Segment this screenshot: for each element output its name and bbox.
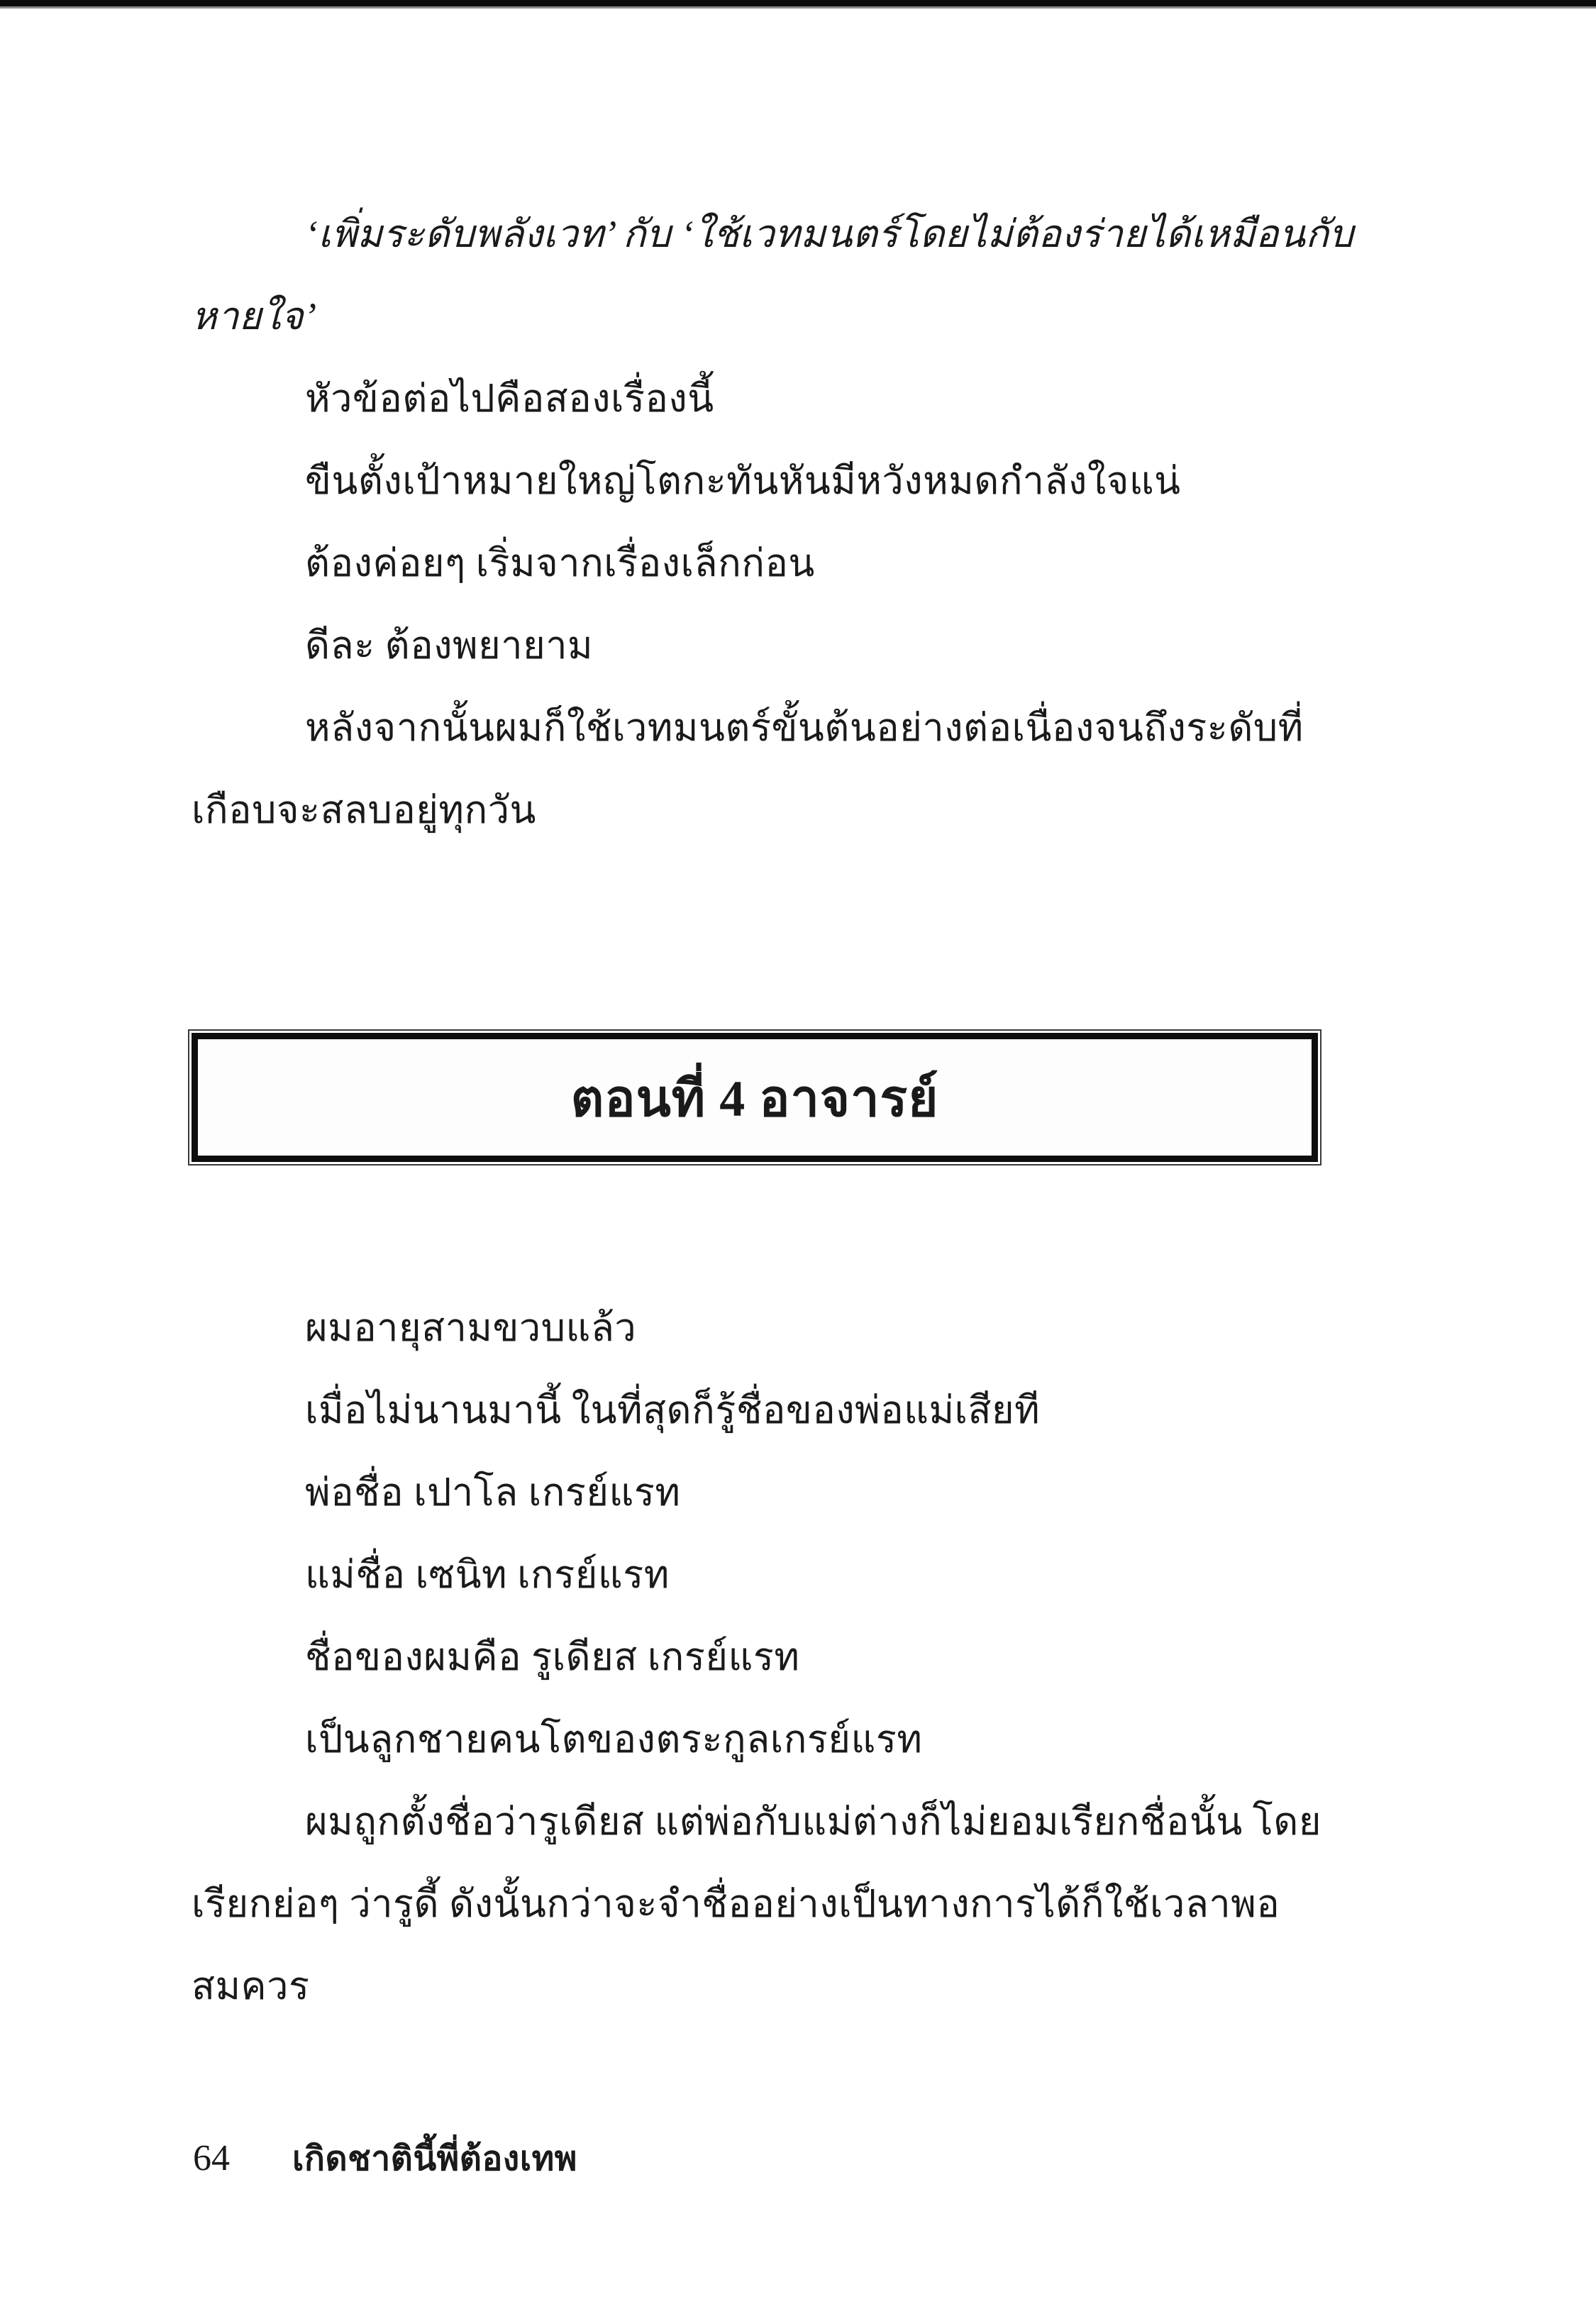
text-line: สมควร xyxy=(192,1965,310,2008)
text-line: เมื่อไม่นานมานี้ ในที่สุดก็รู้ชื่อของพ่อแม่เสียที xyxy=(305,1389,1041,1432)
text-line: หลังจากนั้นผมก็ใช้เวทมนตร์ขั้นต้นอย่างต่อเนื่องจนถึงระดับที่ xyxy=(305,707,1304,749)
text-line: พ่อชื่อ เปาโล เกรย์แรท xyxy=(305,1471,681,1514)
page-number: 64 xyxy=(193,2138,230,2179)
text-line: แม่ชื่อ เซนิท เกรย์แรท xyxy=(305,1554,670,1596)
opening-paragraphs xyxy=(192,193,1354,851)
scan-edge-top xyxy=(0,0,1596,9)
text-line: เรียกย่อๆ ว่ารูดี้ ดังนั้นกว่าจะจำชื่ออย่างเป็นทางการได้ก็ใช้เวลาพอ xyxy=(192,1883,1280,1925)
text-line: ผมอายุสามขวบแล้ว xyxy=(305,1307,637,1349)
text-line: ชื่อของผมคือ รูเดียส เกรย์แรท xyxy=(305,1636,800,1678)
page-footer xyxy=(193,2132,577,2186)
text-line: ‘เพิ่มระดับพลังเวท’ กับ ‘ใช้เวทมนตร์โดยไม่ต้องร่ายได้เหมือนกับ xyxy=(305,213,1354,255)
body-paragraphs xyxy=(192,1287,1321,2027)
text-line: ต้องค่อยๆ เริ่มจากเรื่องเล็กก่อน xyxy=(305,542,815,585)
text-line: เกือบจะสลบอยู่ทุกวัน xyxy=(192,789,536,831)
text-line: ดีละ ต้องพยายาม xyxy=(305,624,594,667)
text-line: หายใจ’ xyxy=(192,295,317,338)
book-title: เกิดชาตินี้พี่ต้องเทพ xyxy=(292,2140,577,2178)
text-line: ผมถูกตั้งชื่อว่ารูเดียส แต่พ่อกับแม่ต่างก็ไม่ยอมเรียกชื่อนั้น โดย xyxy=(305,1800,1321,1843)
chapter-heading-box xyxy=(192,1033,1318,1162)
text-line: หัวข้อต่อไปคือสองเรื่องนี้ xyxy=(305,377,714,420)
chapter-title: ตอนที่ 4 อาจารย์ xyxy=(570,1070,939,1127)
text-line: เป็นลูกชายคนโตของตระกูลเกรย์แรท xyxy=(305,1718,923,1761)
text-line: ขืนตั้งเป้าหมายใหญ่โตกะทันหันมีหวังหมดกำลังใจแน่ xyxy=(305,460,1181,502)
page-content xyxy=(192,193,1354,2027)
